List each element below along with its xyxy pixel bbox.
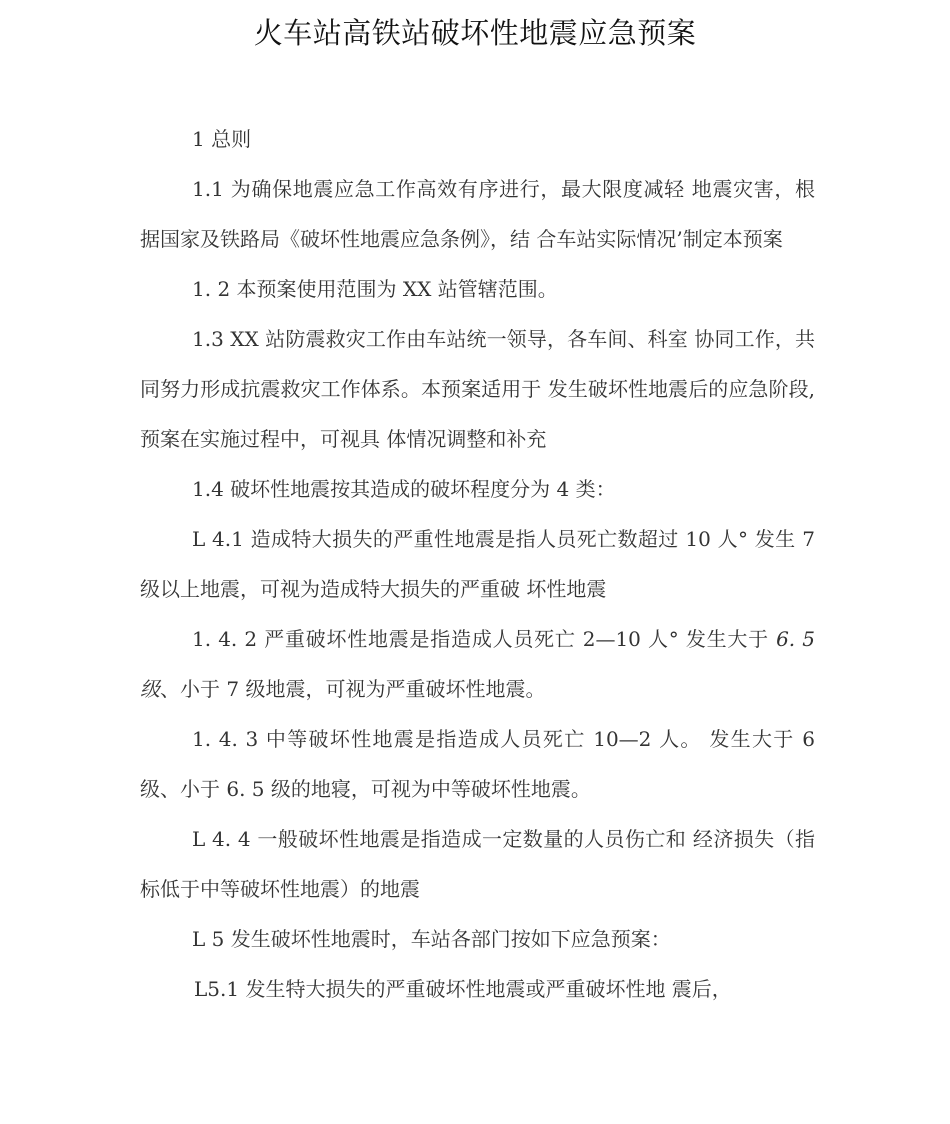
paragraph-1-4-4: L 4. 4 一般破坏性地震是指造成一定数量的人员伤亡和 经济损失（指标低于中等破坏性地震）的地震 xyxy=(140,827,815,901)
paragraph-1-3: 1.3 XX 站防震救灾工作由车站统一领导，各车间、科室 协同工作，共同努力形成抗震救灾工作体系。本预案适用于 发生破坏性地震后的应急阶段, 预案在实施过程中，可视具 体情况调整和补充 xyxy=(140,327,815,451)
paragraph-1-1: 1.1 为确保地震应急工作高效有序进行，最大限度减轻 地震灾害，根据国家及铁路局《破坏性地震应急条例》，结 合车站实际情况’制定本预案 xyxy=(140,177,815,251)
document-body xyxy=(140,114,815,1014)
paragraph-1-4: 1.4 破坏性地震按其造成的破坏程度分为 4 类： xyxy=(192,477,616,501)
paragraph-1-4-2-first-line: 1. 4. 2 严重破坏性地震是指造成人员死亡 2—10 人° 发生大于 xyxy=(192,627,769,651)
paragraph-1-4-2-rest: 、小于 7 级地震，可视为严重破坏性地震。 xyxy=(160,677,546,701)
paragraph-1-4-3: 1. 4. 3 中等破坏性地震是指造成人员死亡 10—2 人。 发生大于 6 级、小于 6. 5 级的地寝，可视为中等破坏性地震。 xyxy=(140,727,815,801)
paragraph-1-4-2 xyxy=(140,614,815,714)
paragraph-1-4-1: L 4.1 造成特大损失的严重性地震是指人员死亡数超过 10 人° 发生 7 级以上地震，可视为造成特大损失的严重破 坏性地震 xyxy=(140,527,815,601)
document-title: 火车站高铁站破坏性地震应急预案 xyxy=(253,16,697,50)
magnitude-italic-fragment: 6. 5 级 xyxy=(140,627,816,701)
paragraph-1-2: 1. 2 本预案使用范围为 XX 站管辖范围。 xyxy=(192,277,558,301)
paragraph-1-5: L 5 发生破坏性地震时，车站各部门按如下应急预案： xyxy=(192,927,671,951)
paragraph-general-principles: 1 总则 xyxy=(192,127,252,151)
paragraph-1-5-1: L5.1 发生特大损失的严重破坏性地震或严重破坏性地 震后， xyxy=(194,977,732,1001)
